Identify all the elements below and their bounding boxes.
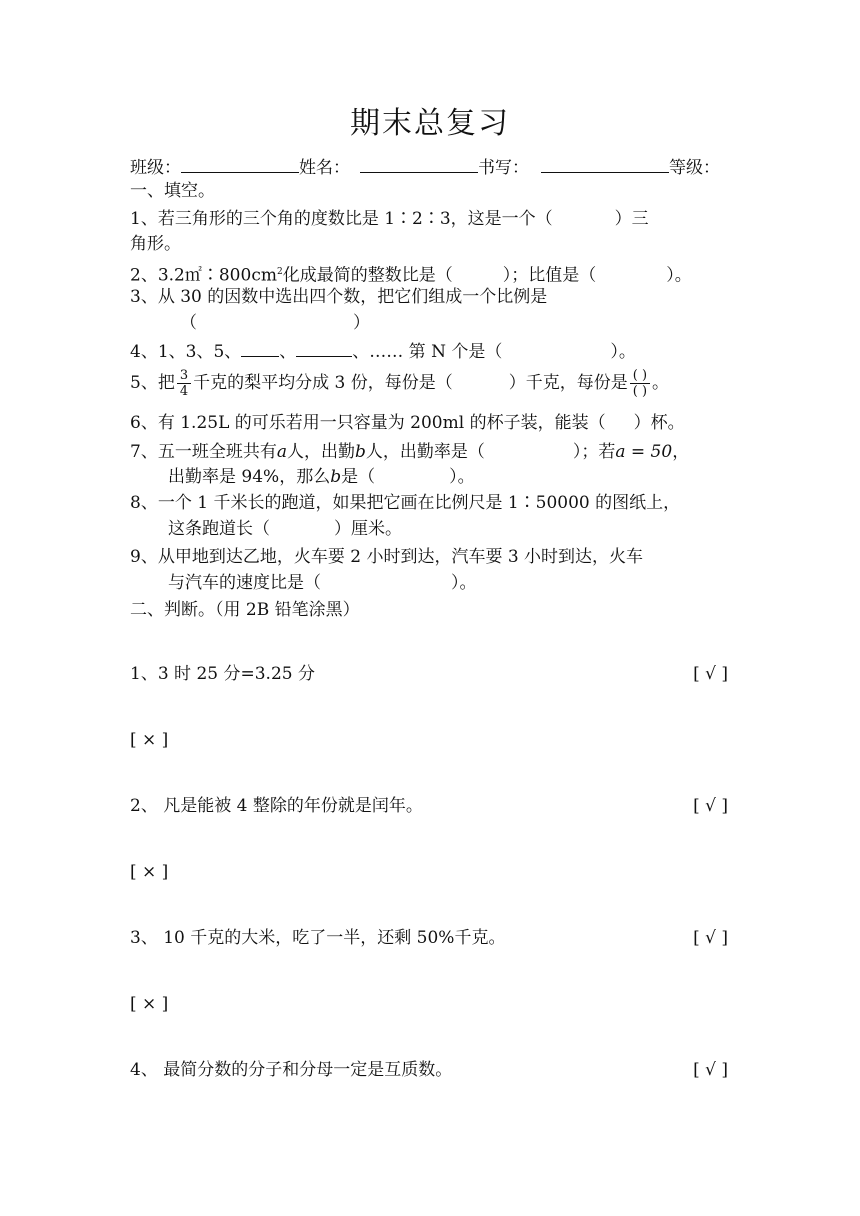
- equation: a = 50: [615, 442, 673, 462]
- variable-b: b: [330, 467, 342, 487]
- question-3: 3、从 30 的因数中选出四个数，把它们组成一个比例是: [130, 287, 548, 307]
- question-1-cont: 角形。: [130, 234, 181, 254]
- question-text: ）。: [666, 265, 692, 286]
- page-title: 期末总复习: [350, 106, 510, 141]
- class-blank[interactable]: [181, 154, 299, 173]
- question-text: 7、五一班全班共有: [130, 442, 277, 462]
- question-text: ）千克，每份是: [508, 373, 628, 393]
- fraction-denominator: 4: [179, 384, 189, 399]
- judge-item-1: 1、3 时 25 分=3.25 分: [130, 664, 315, 684]
- answer-fraction-blank[interactable]: [630, 368, 650, 399]
- question-text: 出勤率是 94%，那么: [168, 467, 331, 487]
- check-option-4[interactable]: [ √ ]: [693, 1060, 728, 1080]
- question-text: ）: [353, 313, 370, 333]
- question-text: ）；比值是（: [502, 265, 597, 286]
- name-blank[interactable]: [360, 154, 478, 173]
- question-6: [130, 411, 685, 435]
- variable-a: a: [276, 442, 287, 462]
- question-text: 。: [652, 373, 670, 393]
- question-7: [130, 440, 689, 464]
- class-label: 班级：: [130, 158, 181, 178]
- writing-blank[interactable]: [541, 154, 669, 173]
- judge-item-3: 3、 10 千克的大米，吃了一半，还剩 50%千克。: [130, 928, 506, 948]
- check-option-2[interactable]: [ √ ]: [693, 796, 728, 816]
- question-text: ）；若: [572, 442, 616, 462]
- question-1: [130, 207, 649, 231]
- question-text: ）。: [449, 467, 475, 487]
- question-text: 是（: [341, 467, 376, 487]
- writing-label: 书写：: [478, 158, 529, 178]
- judge-item-2: 2、 凡是能被 4 整除的年份就是闰年。: [130, 796, 423, 816]
- student-info-row: [130, 154, 720, 180]
- variable-b: b: [354, 442, 366, 462]
- fraction-numerator: ( ): [630, 368, 650, 384]
- question-text: 化成最简的整数比是（: [282, 265, 453, 286]
- question-text: 4、1、3、5、: [130, 342, 242, 362]
- judge-item-4: 4、 最简分数的分子和分母一定是互质数。: [130, 1060, 453, 1080]
- question-9-cont: [168, 571, 477, 595]
- question-5: [130, 368, 669, 399]
- question-text: 人，出勤率是（: [365, 442, 485, 462]
- grade-label: 等级：: [669, 158, 720, 178]
- question-text: 2、3.2㎡∶800: [130, 265, 252, 286]
- question-text: 6、有 1.25L 的可乐若用一只容量为 200ml 的杯子装，能装（: [130, 413, 606, 433]
- question-text: 、: [279, 342, 297, 362]
- question-text: ）。: [451, 573, 477, 593]
- answer-blank[interactable]: [241, 338, 279, 357]
- question-text: 千克的梨平均分成 3 份，每份是（: [193, 373, 453, 393]
- cross-option-3[interactable]: [ × ]: [130, 994, 169, 1014]
- question-text: 这条跑道长（: [168, 519, 270, 539]
- section-judge-heading: 二、判断。（用 2B 铅笔涂黑）: [130, 600, 360, 620]
- question-text: ，: [672, 442, 690, 462]
- question-text: ）厘米。: [334, 519, 402, 539]
- name-label: 姓名：: [299, 158, 350, 178]
- question-9: 9、从甲地到达乙地，火车要 2 小时到达，汽车要 3 小时到达，火车: [130, 547, 644, 567]
- question-text: ）杯。: [633, 413, 685, 433]
- unit-text: cm: [251, 265, 277, 286]
- check-option-3[interactable]: [ √ ]: [693, 928, 728, 948]
- section-fill-heading: 一、填空。: [130, 181, 215, 201]
- question-text: 5、把: [130, 373, 175, 393]
- fraction-three-quarters: [177, 368, 191, 399]
- question-8-cont: [168, 517, 402, 541]
- question-text: （: [180, 313, 197, 333]
- cross-option-2[interactable]: [ × ]: [130, 862, 169, 882]
- question-4: [130, 338, 636, 364]
- fraction-numerator: 3: [177, 368, 191, 384]
- question-text: ）。: [610, 342, 636, 362]
- question-text: 与汽车的速度比是（: [168, 573, 321, 593]
- question-8: 8、一个 1 千米长的跑道，如果把它画在比例尺是 1∶50000 的图纸上，: [130, 493, 681, 513]
- question-text: 人，出勤: [286, 442, 355, 462]
- question-text: ）三: [614, 209, 649, 229]
- check-option-1[interactable]: [ √ ]: [693, 664, 728, 684]
- question-2: [130, 260, 692, 288]
- fraction-denominator: ( ): [632, 384, 648, 399]
- superscript: 2: [276, 267, 283, 277]
- answer-blank[interactable]: [296, 338, 352, 357]
- question-text: 1、若三角形的三个角的度数比是 1∶2∶3，这是一个（: [130, 209, 553, 229]
- question-7-cont: [168, 465, 475, 489]
- cross-option-1[interactable]: [ × ]: [130, 730, 169, 750]
- question-text: 、…… 第 N 个是（: [352, 342, 503, 362]
- question-3-answer: [180, 311, 370, 335]
